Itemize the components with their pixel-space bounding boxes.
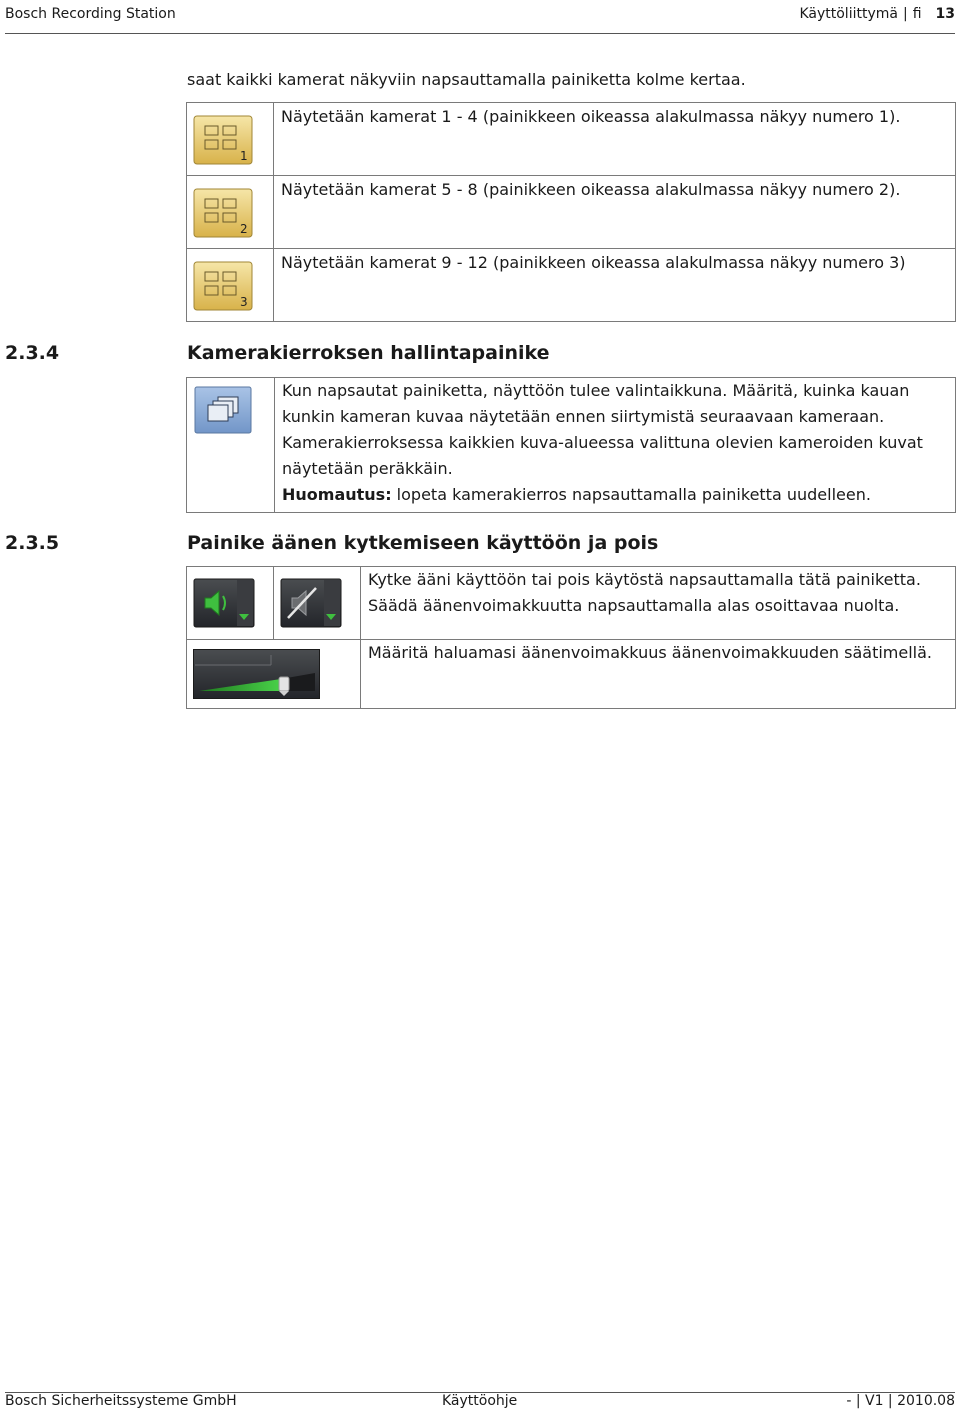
table-row — [187, 249, 956, 322]
note-text: lopeta kamerakierros napsauttamalla painiketta uudelleen. — [391, 485, 871, 504]
header-right — [799, 6, 955, 22]
page-footer — [5, 1392, 955, 1410]
speaker-on-icon[interactable] — [193, 578, 255, 628]
icon-cell — [187, 103, 274, 176]
text-cell — [361, 567, 956, 640]
table-row — [187, 640, 956, 709]
icon-cell — [187, 567, 274, 640]
icon-cell — [187, 176, 274, 249]
header-language: fi — [912, 6, 922, 22]
intro-text: saat kaikki kamerat näkyviin napsauttamalla painiketta kolme kertaa. — [187, 70, 746, 89]
page-header — [5, 0, 955, 34]
note-label: Huomautus: — [282, 485, 392, 504]
grid-view-1-icon[interactable] — [193, 115, 253, 165]
audio-table — [186, 566, 956, 709]
header-page-number: 13 — [935, 6, 955, 22]
text-cell — [274, 176, 956, 249]
row-text: Näytetään kamerat 5 - 8 (painikkeen oikeassa alakulmassa näkyy numero 2). — [281, 180, 901, 199]
grid-view-3-icon[interactable] — [193, 261, 253, 311]
header-separator: | — [902, 6, 908, 22]
description-line: Kamerakierroksessa kaikkien kuva-alueessa valittuna olevien kameroiden kuvat — [282, 433, 923, 452]
footer-company: Bosch Sicherheitssysteme GmbH — [5, 1393, 237, 1409]
note-line — [275, 482, 955, 508]
grid-view-2-icon[interactable] — [193, 188, 253, 238]
table-row — [187, 378, 956, 513]
text-cell — [274, 103, 956, 176]
icon-cell — [187, 640, 361, 709]
footer-doc-type: Käyttöohje — [442, 1393, 518, 1409]
row-text: Näytetään kamerat 1 - 4 (painikkeen oikeassa alakulmassa näkyy numero 1). — [281, 107, 901, 126]
text-cell — [274, 249, 956, 322]
description-line: näytetään peräkkäin. — [282, 459, 453, 478]
description-line: kunkin kameran kuvaa näytetään ennen siirtymistä seuraavaan kameraan. — [282, 407, 885, 426]
table-row — [187, 176, 956, 249]
row-text: Näytetään kamerat 9 - 12 (painikkeen oikeassa alakulmassa näkyy numero 3) — [281, 253, 906, 272]
icon-cell — [274, 567, 361, 640]
speaker-muted-icon[interactable] — [280, 578, 342, 628]
section-title: Painike äänen kytkemiseen käyttöön ja pois — [187, 532, 659, 554]
grid-badge: 3 — [240, 295, 248, 309]
grid-badge: 1 — [240, 149, 248, 163]
description-line: Kun napsautat painiketta, näyttöön tulee valintaikkuna. Määritä, kuinka kauan — [282, 381, 910, 400]
header-product: Bosch Recording Station — [5, 6, 176, 22]
icon-cell — [187, 378, 275, 513]
grid-badge: 2 — [240, 222, 248, 236]
footer-version: - | V1 | 2010.08 — [846, 1393, 955, 1409]
table-row — [187, 567, 956, 640]
description-line: Määritä haluamasi äänenvoimakkuus äänenvoimakkuuden säätimellä. — [368, 643, 933, 662]
volume-slider-icon[interactable] — [193, 649, 320, 699]
description-line: Säädä äänenvoimakkuutta napsauttamalla alas osoittavaa nuolta. — [368, 596, 900, 615]
section-number: 2.3.4 — [5, 342, 60, 364]
text-cell — [361, 640, 956, 709]
text-cell — [275, 378, 956, 513]
icon-cell — [187, 249, 274, 322]
camera-sequence-icon[interactable] — [194, 386, 252, 434]
table-row — [187, 103, 956, 176]
description-line: Kytke ääni käyttöön tai pois käytöstä napsauttamalla tätä painiketta. — [368, 570, 921, 589]
section-title: Kamerakierroksen hallintapainike — [187, 342, 550, 364]
header-chapter: Käyttöliittymä — [799, 6, 898, 22]
section-number: 2.3.5 — [5, 532, 60, 554]
sequence-table — [186, 377, 956, 513]
grid-view-table — [186, 102, 956, 322]
